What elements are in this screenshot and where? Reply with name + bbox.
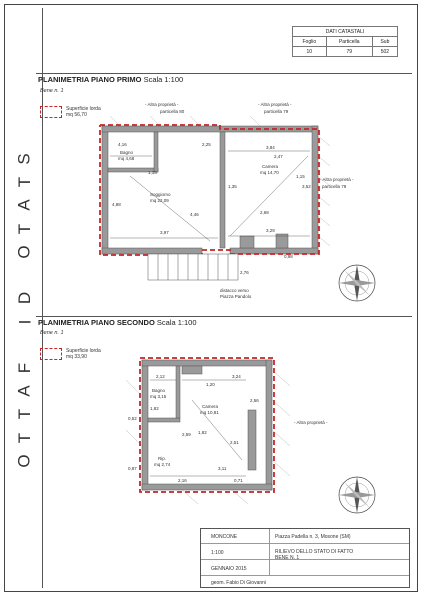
floor2-dim-7: 3,11 xyxy=(218,466,227,471)
side-title-letter: O xyxy=(14,245,34,259)
title-block-tecnico: geom. Fabio Di Giovanni xyxy=(211,580,267,586)
cadastral-header-particella: Particella xyxy=(326,37,372,47)
title-block-data: GENNAIO 2015 xyxy=(211,566,247,572)
side-title-letter: T xyxy=(14,409,34,420)
title-block-rule-1 xyxy=(201,543,409,544)
floor1-stairs xyxy=(148,254,238,280)
floor1-top-right-label: - Altra proprietà - xyxy=(258,102,292,107)
floor1-dim-2: 2,25 xyxy=(202,142,211,147)
floor2-camera-label: Camera xyxy=(202,404,219,409)
title-block-comune: MONCONE xyxy=(211,534,238,540)
title-block-scala: 1:100 xyxy=(211,550,224,556)
floor1-dim-10: 1,15 xyxy=(296,174,305,179)
side-title-letter: A xyxy=(15,199,34,212)
cadastral-data-table xyxy=(292,26,398,57)
floor2-rip-area: mq 2,74 xyxy=(154,462,171,467)
floor1-scale: Scala 1:100 xyxy=(143,75,184,84)
floor1-stair-label: distacco verso xyxy=(220,288,249,293)
title-block-rule-2 xyxy=(201,559,409,560)
floor1-dim-1: 4,16 xyxy=(118,142,127,147)
floor2-camera-area: mq 10,81 xyxy=(200,410,219,415)
floor1-dim-4: 1,15 xyxy=(148,170,157,175)
floor1-rule xyxy=(36,73,412,74)
floor2-right-label: - Altra proprietà - xyxy=(294,420,328,425)
side-title-letter: F xyxy=(14,362,34,374)
cadastral-value-sub: 502 xyxy=(372,47,397,57)
floor1-dim-8: 4,46 xyxy=(190,212,199,217)
floor1-soggiorno-area: mq 22,09 xyxy=(150,198,169,203)
floor2-dim-2: 3,24 xyxy=(232,374,241,379)
side-title-stato-di-fatto xyxy=(6,150,42,470)
floor1-top-left-label-2: particella 80 xyxy=(160,109,185,114)
floor2-dim-3: 1,82 xyxy=(150,406,159,411)
floor2-legend-label xyxy=(66,348,101,360)
side-title-letter: S xyxy=(15,153,34,165)
floor1-dim-11: 2,68 xyxy=(260,210,269,215)
floor1-legend-swatch xyxy=(40,106,62,118)
title-block xyxy=(200,528,410,588)
sheet-divider xyxy=(42,8,43,588)
floor1-title-text: PLANIMETRIA PIANO PRIMO xyxy=(38,75,142,84)
side-title-letter: I xyxy=(14,319,34,324)
floor2-bagno-label: Bagno xyxy=(152,388,166,393)
side-title-letter: O xyxy=(14,454,34,468)
cadastral-value-foglio: 10 xyxy=(293,47,327,57)
floor1-camera-area: mq 14,70 xyxy=(260,170,279,175)
floor1-legend-line1: Superficie lorda xyxy=(66,106,101,112)
floor2-plan xyxy=(122,340,332,510)
floor2-dim-1: 2,12 xyxy=(156,374,165,379)
floor1-dim-14: 0,98 xyxy=(284,254,293,259)
floor2-rule xyxy=(36,316,412,317)
floor1-north-arrow-icon xyxy=(336,262,378,304)
floor2-legend-line2: mq 33,90 xyxy=(66,354,87,360)
floor2-legend-swatch xyxy=(40,348,62,360)
floor1-dim-7: 2,47 xyxy=(274,154,283,159)
floor1-dim-3: 3,84 xyxy=(266,145,275,150)
floor2-rip-label: Rip. xyxy=(158,456,167,461)
floor1-dim-15: 2,76 xyxy=(240,270,249,275)
floor1-legend-line2: mq 56,70 xyxy=(66,112,87,118)
title-block-vrule xyxy=(269,529,270,575)
side-title-letter: A xyxy=(15,385,34,397)
floor1-dimension-lines xyxy=(110,151,310,241)
floor2-bene: Bene n. 1 xyxy=(40,330,64,336)
floor2-title-text: PLANIMETRIA PIANO SECONDO xyxy=(38,318,155,327)
cadastral-header-foglio: Foglio xyxy=(293,37,327,47)
title-block-oggetto: RILIEVO DELLO STATO DI FATTO xyxy=(275,549,354,555)
side-title-letter: T xyxy=(14,177,34,188)
floor1-bene: Bene n. 1 xyxy=(40,88,64,94)
floor1-right-label: - Altra proprietà - xyxy=(320,177,354,182)
side-title-letter: D xyxy=(15,292,34,305)
cadastral-caption: DATI CATASTALI xyxy=(293,27,398,37)
floor2-dim-13: 0,52 xyxy=(128,416,137,421)
floor1-dim-5: 4,88 xyxy=(112,202,121,207)
floor1-top-left-label: - Altra proprietà - xyxy=(145,102,179,107)
floor2-dim-5: 1,82 xyxy=(198,430,207,435)
floor2-north-arrow-icon xyxy=(336,474,378,516)
title-block-bene: BENE N. 1 xyxy=(275,555,300,561)
floor2-scale: Scala 1:100 xyxy=(156,318,197,327)
floor1-stair-label-2: Piazza Pandolo xyxy=(220,294,252,299)
cadastral-header-sub: Sub xyxy=(372,37,397,47)
floor2-title xyxy=(38,318,197,327)
floor2-dim-11: 1,20 xyxy=(206,382,215,387)
title-block-rule-3 xyxy=(201,575,409,576)
floor1-dim-9: 3,52 xyxy=(302,184,311,189)
floor2-dim-4: 2,59 xyxy=(182,432,191,437)
floor1-top-right-label-2: particella 79 xyxy=(264,109,289,114)
floor1-dim-6: 1,35 xyxy=(228,184,237,189)
floor1-soggiorno-label: Soggiorno xyxy=(150,192,171,197)
floor2-bagno-area: mq 3,15 xyxy=(150,394,167,399)
floor1-right-label-2: particella 79 xyxy=(322,184,347,189)
floor1-bagno-label: Bagno xyxy=(120,150,134,155)
side-title-letter: T xyxy=(14,223,34,234)
floor1-dim-12: 3,97 xyxy=(160,230,169,235)
title-block-indirizzo: Piazza Padella n. 3, Mosone (SM) xyxy=(275,534,351,540)
cadastral-value-particella: 79 xyxy=(326,47,372,57)
floor2-legend-line1: Superficie lorda xyxy=(66,348,101,354)
floor2-dim-10: 2,56 xyxy=(250,398,259,403)
floor1-bagno-area: mq 4,68 xyxy=(118,156,135,161)
floor1-camera-label: Camera xyxy=(262,164,279,169)
floor2-walls xyxy=(142,360,272,490)
floor2-dim-8: 2,16 xyxy=(178,478,187,483)
floor1-title xyxy=(38,75,183,84)
floor2-dim-12: 0,87 xyxy=(128,466,137,471)
floor2-dim-9: 0,71 xyxy=(234,478,243,483)
floor1-dim-13: 3,29 xyxy=(266,228,275,233)
side-title-letter: T xyxy=(14,432,34,443)
floor2-dim-6: 2,51 xyxy=(230,440,239,445)
floor1-plan xyxy=(90,96,354,316)
